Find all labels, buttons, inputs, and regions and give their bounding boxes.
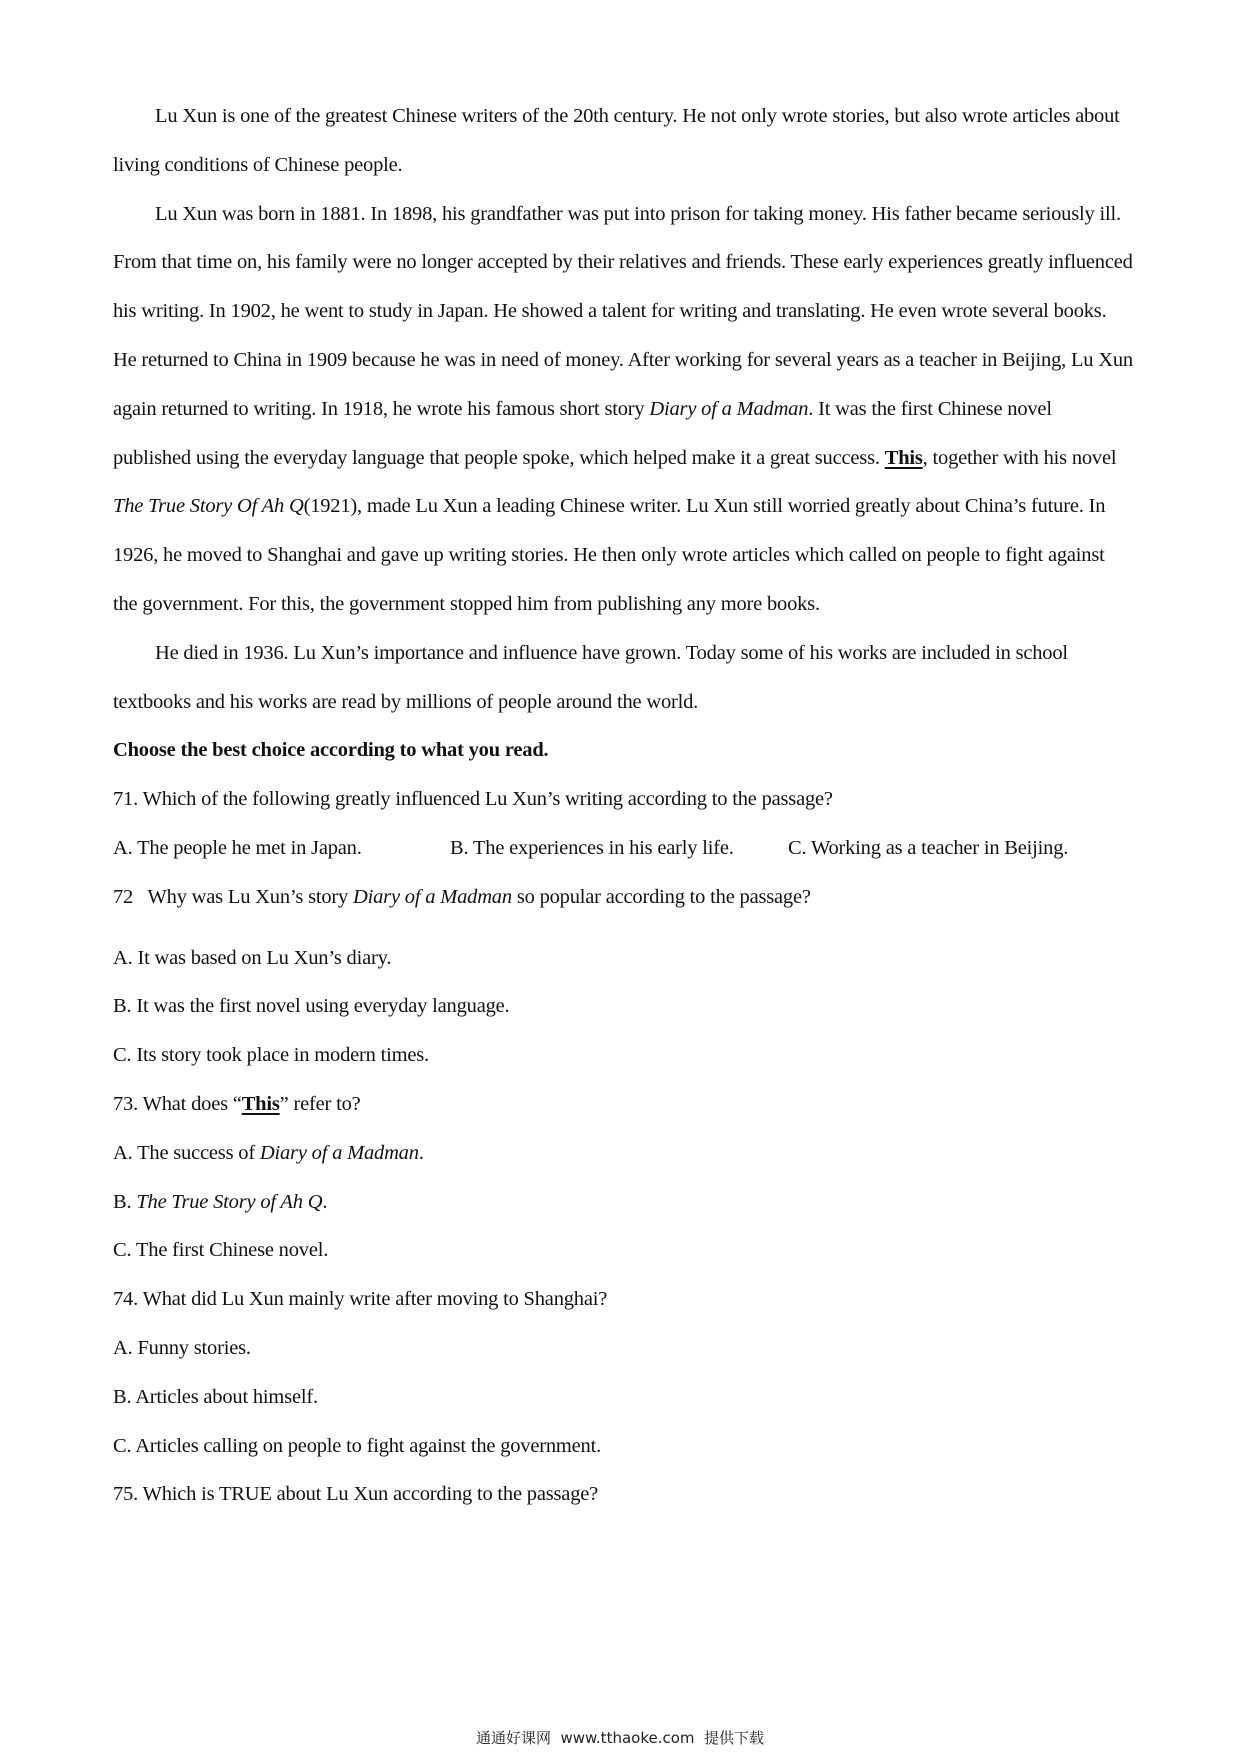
- question-75-stem: 75. Which is TRUE about Lu Xun according to the passage?: [113, 1483, 599, 1506]
- book-title-true-story-of-ah-q: The True Story of Ah Q: [136, 1190, 323, 1213]
- question-74-option-b[interactable]: B. Articles about himself.: [113, 1385, 318, 1408]
- question-72-stem: 72 Why was Lu Xun’s story Diary of a Madman so popular according to the passage?: [113, 885, 811, 908]
- passage-text: . It was the first Chinese novel published using the everyday language that people spoke, which helped make it a great success.: [113, 397, 1052, 469]
- question-74-option-a[interactable]: A. Funny stories.: [113, 1336, 251, 1359]
- passage-paragraph-2: [113, 190, 1133, 629]
- question-73-option-b[interactable]: B. The True Story of Ah Q.: [113, 1190, 328, 1213]
- underlined-word-this: This: [884, 446, 923, 469]
- instructions-heading: Choose the best choice according to what you read.: [113, 739, 549, 762]
- passage-paragraph-3: He died in 1936. Lu Xun’s importance and influence have grown. Today some of his works are included in school textbooks and his works are read by millions of people around the world.: [113, 641, 1068, 713]
- book-title-true-story-of-ah-q: The True Story Of Ah Q: [113, 495, 304, 518]
- document-page: [113, 92, 1133, 1519]
- question-74-stem: 74. What did Lu Xun mainly write after moving to Shanghai?: [113, 1288, 608, 1311]
- underlined-word-this: This: [241, 1092, 280, 1115]
- question-73-option-a[interactable]: A. The success of Diary of a Madman.: [113, 1141, 424, 1164]
- book-title-diary-of-a-madman: Diary of a Madman: [259, 1141, 419, 1164]
- question-74-option-c[interactable]: C. Articles calling on people to fight against the government.: [113, 1434, 602, 1457]
- passage-text: , together with his novel: [922, 446, 1117, 469]
- question-72-option-a[interactable]: A. It was based on Lu Xun’s diary.: [113, 946, 392, 969]
- question-73-stem: 73. What does “This” refer to?: [113, 1092, 361, 1115]
- question-73-option-c[interactable]: C. The first Chinese novel.: [113, 1239, 329, 1262]
- book-title-diary-of-a-madman: Diary of a Madman: [353, 885, 512, 908]
- question-71-option-b[interactable]: B. The experiences in his early life.: [450, 836, 734, 859]
- question-72-option-c[interactable]: C. Its story took place in modern times.: [113, 1044, 429, 1067]
- passage-paragraph-1: Lu Xun is one of the greatest Chinese writers of the 20th century. He not only wrote stories, but also wrote articles about living conditions of Chinese people.: [113, 105, 1120, 176]
- question-71-options: [113, 824, 1133, 873]
- question-71-option-c[interactable]: C. Working as a teacher in Beijing.: [788, 836, 1069, 859]
- question-71-stem: 71. Which of the following greatly influenced Lu Xun’s writing according to the passage?: [113, 788, 833, 811]
- passage-text: Lu Xun was born in 1881. In 1898, his grandfather was put into prison for taking money. His father became seriously ill. From that time on, his family were no longer accepted by their relatives and friends. These early experiences greatly influenced his writing. In 1902, he went to study in Japan. He showed a talent for writing and translating. He even wrote several books. He returned to China in 1909 because he was in need of money. After working for several years as a teacher in Beijing, Lu Xun again returned to writing. In 1918, he wrote his famous short story: [113, 202, 1133, 420]
- question-72-option-b[interactable]: B. It was the first novel using everyday language.: [113, 995, 510, 1018]
- book-title-diary-of-a-madman: Diary of a Madman: [649, 397, 809, 420]
- page-footer: 通通好课网 www.tthaoke.com 提供下载: [475, 1729, 765, 1747]
- question-71-option-a[interactable]: A. The people he met in Japan.: [113, 836, 362, 859]
- passage-text: (1921), made Lu Xun a leading Chinese writer. Lu Xun still worried greatly about China’s future. In 1926, he moved to Shanghai and gave up writing stories. He then only wrote articles which called on people to fight against the government. For this, the government stopped him from publishing any more books.: [113, 495, 1106, 615]
